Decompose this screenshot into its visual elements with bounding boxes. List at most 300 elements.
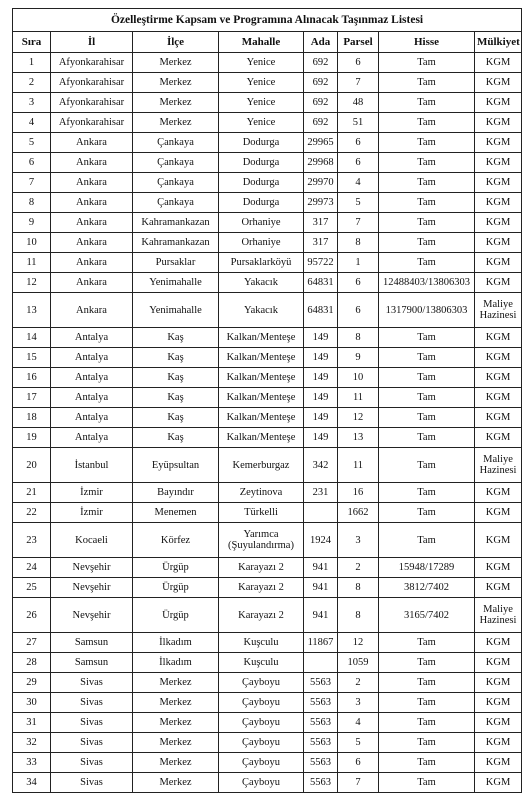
cell-sira: 31 xyxy=(13,713,51,733)
table-row xyxy=(13,253,522,273)
cell-il: Afyonkarahisar xyxy=(51,113,133,133)
cell-mahalle: Orhaniye xyxy=(219,233,304,253)
header-ilce: İlçe xyxy=(133,32,219,53)
cell-ada: 941 xyxy=(304,578,338,598)
cell-parsel: 2 xyxy=(338,673,379,693)
cell-ilce: Körfez xyxy=(133,523,219,558)
cell-mulkiyet: KGM xyxy=(475,773,522,793)
header-mahalle: Mahalle xyxy=(219,32,304,53)
cell-sira: 6 xyxy=(13,153,51,173)
cell-parsel: 6 xyxy=(338,133,379,153)
table-row xyxy=(13,598,522,633)
cell-hisse: Tam xyxy=(379,753,475,773)
cell-il: Sivas xyxy=(51,773,133,793)
header-parsel: Parsel xyxy=(338,32,379,53)
cell-il: Sivas xyxy=(51,673,133,693)
cell-mahalle: Çayboyu xyxy=(219,753,304,773)
cell-parsel: 2 xyxy=(338,558,379,578)
cell-mahalle: Yakacık xyxy=(219,293,304,328)
cell-mahalle: Çayboyu xyxy=(219,713,304,733)
table-row xyxy=(13,173,522,193)
cell-mahalle: Yarımca (Şuyulandırma) xyxy=(219,523,304,558)
cell-sira: 32 xyxy=(13,733,51,753)
cell-hisse: Tam xyxy=(379,213,475,233)
cell-ilce: Merkez xyxy=(133,713,219,733)
header-il: İl xyxy=(51,32,133,53)
cell-mulkiyet: KGM xyxy=(475,713,522,733)
cell-mahalle: Kemerburgaz xyxy=(219,448,304,483)
table-row xyxy=(13,273,522,293)
cell-hisse: Tam xyxy=(379,653,475,673)
cell-mahalle: Karayazı 2 xyxy=(219,578,304,598)
cell-il: Antalya xyxy=(51,388,133,408)
cell-ada: 317 xyxy=(304,213,338,233)
cell-parsel: 6 xyxy=(338,753,379,773)
cell-mulkiyet: Maliye Hazinesi xyxy=(475,293,522,328)
cell-ilce: Merkez xyxy=(133,53,219,73)
cell-ada: 5563 xyxy=(304,673,338,693)
cell-parsel: 13 xyxy=(338,428,379,448)
cell-mulkiyet: KGM xyxy=(475,93,522,113)
cell-mahalle: Yenice xyxy=(219,53,304,73)
cell-mahalle: Dodurga xyxy=(219,153,304,173)
cell-mulkiyet: KGM xyxy=(475,578,522,598)
cell-mulkiyet: KGM xyxy=(475,673,522,693)
cell-ilce: Kaş xyxy=(133,368,219,388)
cell-il: Ankara xyxy=(51,273,133,293)
cell-mahalle: Karayazı 2 xyxy=(219,598,304,633)
cell-mulkiyet: KGM xyxy=(475,428,522,448)
cell-ilce: Kaş xyxy=(133,328,219,348)
cell-hisse: Tam xyxy=(379,633,475,653)
cell-hisse: Tam xyxy=(379,388,475,408)
cell-mahalle: Kalkan/Menteşe xyxy=(219,408,304,428)
cell-parsel: 3 xyxy=(338,523,379,558)
cell-ilce: Kahramankazan xyxy=(133,213,219,233)
cell-hisse: Tam xyxy=(379,253,475,273)
cell-parsel: 8 xyxy=(338,233,379,253)
cell-sira: 25 xyxy=(13,578,51,598)
header-sira: Sıra xyxy=(13,32,51,53)
cell-sira: 2 xyxy=(13,73,51,93)
cell-mahalle: Türkelli xyxy=(219,503,304,523)
cell-ada: 149 xyxy=(304,388,338,408)
cell-hisse: Tam xyxy=(379,73,475,93)
cell-il: İstanbul xyxy=(51,448,133,483)
cell-ada: 941 xyxy=(304,558,338,578)
cell-ilce: Ürgüp xyxy=(133,558,219,578)
cell-parsel: 7 xyxy=(338,73,379,93)
cell-ada: 342 xyxy=(304,448,338,483)
cell-mulkiyet: KGM xyxy=(475,558,522,578)
cell-ilce: Yenimahalle xyxy=(133,293,219,328)
table-title: Özelleştirme Kapsam ve Programına Alınacak Taşınmaz Listesi xyxy=(13,9,522,32)
cell-sira: 23 xyxy=(13,523,51,558)
cell-ilce: Merkez xyxy=(133,733,219,753)
cell-il: Afyonkarahisar xyxy=(51,73,133,93)
cell-sira: 20 xyxy=(13,448,51,483)
cell-hisse: 3812/7402 xyxy=(379,578,475,598)
cell-mulkiyet: KGM xyxy=(475,753,522,773)
cell-mahalle: Kalkan/Menteşe xyxy=(219,348,304,368)
cell-parsel: 7 xyxy=(338,213,379,233)
cell-ilce: Merkez xyxy=(133,73,219,93)
cell-ada: 29968 xyxy=(304,153,338,173)
cell-ilce: Menemen xyxy=(133,503,219,523)
cell-hisse: Tam xyxy=(379,693,475,713)
cell-sira: 33 xyxy=(13,753,51,773)
cell-mulkiyet: KGM xyxy=(475,388,522,408)
header-row xyxy=(13,32,522,53)
cell-parsel: 48 xyxy=(338,93,379,113)
cell-parsel: 1662 xyxy=(338,503,379,523)
cell-sira: 15 xyxy=(13,348,51,368)
cell-il: Nevşehir xyxy=(51,578,133,598)
cell-ada: 29970 xyxy=(304,173,338,193)
cell-ada xyxy=(304,503,338,523)
cell-il: Nevşehir xyxy=(51,558,133,578)
cell-il: Afyonkarahisar xyxy=(51,93,133,113)
table-row xyxy=(13,483,522,503)
cell-ada: 941 xyxy=(304,598,338,633)
table-row xyxy=(13,193,522,213)
cell-hisse: 1317900/13806303 xyxy=(379,293,475,328)
cell-ilce: Yenimahalle xyxy=(133,273,219,293)
cell-parsel: 3 xyxy=(338,693,379,713)
cell-il: Ankara xyxy=(51,133,133,153)
cell-sira: 27 xyxy=(13,633,51,653)
cell-parsel: 7 xyxy=(338,773,379,793)
cell-sira: 28 xyxy=(13,653,51,673)
cell-hisse: Tam xyxy=(379,233,475,253)
cell-il: Sivas xyxy=(51,753,133,773)
cell-hisse: Tam xyxy=(379,93,475,113)
table-row xyxy=(13,753,522,773)
cell-mulkiyet: KGM xyxy=(475,173,522,193)
cell-parsel: 8 xyxy=(338,328,379,348)
cell-hisse: Tam xyxy=(379,408,475,428)
cell-ilce: Kaş xyxy=(133,348,219,368)
cell-mulkiyet: KGM xyxy=(475,133,522,153)
cell-sira: 16 xyxy=(13,368,51,388)
table-row xyxy=(13,503,522,523)
cell-il: Ankara xyxy=(51,253,133,273)
cell-hisse: Tam xyxy=(379,173,475,193)
cell-parsel: 16 xyxy=(338,483,379,503)
cell-ada: 149 xyxy=(304,428,338,448)
table-row xyxy=(13,213,522,233)
cell-hisse: Tam xyxy=(379,113,475,133)
table-row xyxy=(13,523,522,558)
cell-mulkiyet: KGM xyxy=(475,368,522,388)
cell-sira: 7 xyxy=(13,173,51,193)
cell-sira: 14 xyxy=(13,328,51,348)
cell-sira: 34 xyxy=(13,773,51,793)
cell-il: Antalya xyxy=(51,428,133,448)
table-row xyxy=(13,673,522,693)
cell-ada: 64831 xyxy=(304,293,338,328)
cell-mahalle: Kalkan/Menteşe xyxy=(219,368,304,388)
cell-parsel: 1 xyxy=(338,253,379,273)
table-row xyxy=(13,113,522,133)
cell-mulkiyet: KGM xyxy=(475,253,522,273)
cell-sira: 3 xyxy=(13,93,51,113)
cell-ada: 5563 xyxy=(304,753,338,773)
cell-ilce: Bayındır xyxy=(133,483,219,503)
cell-ada: 231 xyxy=(304,483,338,503)
cell-mulkiyet: KGM xyxy=(475,328,522,348)
cell-il: Sivas xyxy=(51,693,133,713)
cell-ilce: Çankaya xyxy=(133,133,219,153)
cell-il: Nevşehir xyxy=(51,598,133,633)
cell-il: Antalya xyxy=(51,368,133,388)
cell-hisse: Tam xyxy=(379,713,475,733)
cell-ada: 149 xyxy=(304,368,338,388)
cell-hisse: Tam xyxy=(379,428,475,448)
cell-hisse: Tam xyxy=(379,368,475,388)
cell-parsel: 10 xyxy=(338,368,379,388)
cell-parsel: 6 xyxy=(338,273,379,293)
cell-mahalle: Kuşculu xyxy=(219,653,304,673)
cell-il: Samsun xyxy=(51,653,133,673)
document-page xyxy=(12,8,520,793)
cell-ada: 692 xyxy=(304,113,338,133)
cell-il: Sivas xyxy=(51,713,133,733)
cell-mulkiyet: KGM xyxy=(475,633,522,653)
cell-parsel: 6 xyxy=(338,53,379,73)
cell-ilce: Çankaya xyxy=(133,173,219,193)
table-row xyxy=(13,713,522,733)
property-table xyxy=(12,8,522,793)
cell-ilce: Merkez xyxy=(133,753,219,773)
cell-ilce: Merkez xyxy=(133,673,219,693)
cell-mahalle: Çayboyu xyxy=(219,673,304,693)
table-row xyxy=(13,368,522,388)
cell-sira: 17 xyxy=(13,388,51,408)
cell-hisse: Tam xyxy=(379,348,475,368)
cell-sira: 29 xyxy=(13,673,51,693)
cell-mulkiyet: KGM xyxy=(475,273,522,293)
cell-mulkiyet: Maliye Hazinesi xyxy=(475,598,522,633)
cell-ada: 5563 xyxy=(304,773,338,793)
header-hisse: Hisse xyxy=(379,32,475,53)
cell-mulkiyet: KGM xyxy=(475,733,522,753)
table-row xyxy=(13,133,522,153)
cell-mahalle: Orhaniye xyxy=(219,213,304,233)
cell-sira: 22 xyxy=(13,503,51,523)
cell-hisse: Tam xyxy=(379,503,475,523)
cell-ada: 5563 xyxy=(304,713,338,733)
cell-ada: 149 xyxy=(304,408,338,428)
cell-ada: 95722 xyxy=(304,253,338,273)
cell-mulkiyet: KGM xyxy=(475,233,522,253)
cell-il: Sivas xyxy=(51,733,133,753)
cell-hisse: 15948/17289 xyxy=(379,558,475,578)
cell-mulkiyet: KGM xyxy=(475,113,522,133)
cell-mahalle: Yenice xyxy=(219,93,304,113)
cell-parsel: 5 xyxy=(338,193,379,213)
cell-hisse: Tam xyxy=(379,153,475,173)
cell-ilce: Kahramankazan xyxy=(133,233,219,253)
cell-ada: 692 xyxy=(304,53,338,73)
cell-ilce: Eyüpsultan xyxy=(133,448,219,483)
cell-il: Ankara xyxy=(51,293,133,328)
cell-mahalle: Kalkan/Menteşe xyxy=(219,388,304,408)
cell-hisse: Tam xyxy=(379,328,475,348)
cell-mahalle: Dodurga xyxy=(219,173,304,193)
cell-ada: 317 xyxy=(304,233,338,253)
cell-sira: 1 xyxy=(13,53,51,73)
cell-ada: 5563 xyxy=(304,693,338,713)
cell-ilce: Çankaya xyxy=(133,153,219,173)
table-row xyxy=(13,348,522,368)
cell-hisse: Tam xyxy=(379,448,475,483)
cell-hisse: Tam xyxy=(379,483,475,503)
cell-parsel: 12 xyxy=(338,408,379,428)
cell-sira: 9 xyxy=(13,213,51,233)
table-row xyxy=(13,633,522,653)
cell-parsel: 8 xyxy=(338,598,379,633)
cell-hisse: Tam xyxy=(379,53,475,73)
cell-mahalle: Dodurga xyxy=(219,193,304,213)
cell-sira: 21 xyxy=(13,483,51,503)
cell-parsel: 4 xyxy=(338,713,379,733)
cell-ada: 64831 xyxy=(304,273,338,293)
cell-ada: 29965 xyxy=(304,133,338,153)
table-row xyxy=(13,233,522,253)
cell-sira: 11 xyxy=(13,253,51,273)
cell-ada: 29973 xyxy=(304,193,338,213)
cell-il: Antalya xyxy=(51,408,133,428)
table-row xyxy=(13,53,522,73)
cell-mulkiyet: Maliye Hazinesi xyxy=(475,448,522,483)
cell-parsel: 5 xyxy=(338,733,379,753)
cell-mulkiyet: KGM xyxy=(475,503,522,523)
cell-hisse: 3165/7402 xyxy=(379,598,475,633)
cell-mulkiyet: KGM xyxy=(475,213,522,233)
table-row xyxy=(13,773,522,793)
cell-il: İzmir xyxy=(51,503,133,523)
table-row xyxy=(13,328,522,348)
cell-sira: 12 xyxy=(13,273,51,293)
cell-il: Antalya xyxy=(51,348,133,368)
cell-ada: 149 xyxy=(304,348,338,368)
cell-mahalle: Çayboyu xyxy=(219,773,304,793)
cell-mulkiyet: KGM xyxy=(475,53,522,73)
cell-mahalle: Çayboyu xyxy=(219,733,304,753)
cell-il: Ankara xyxy=(51,153,133,173)
header-ada: Ada xyxy=(304,32,338,53)
cell-ada: 692 xyxy=(304,93,338,113)
cell-mahalle: Yenice xyxy=(219,73,304,93)
cell-parsel: 6 xyxy=(338,293,379,328)
cell-ilce: Merkez xyxy=(133,93,219,113)
cell-ilce: Çankaya xyxy=(133,193,219,213)
cell-mahalle: Pursaklarköyü xyxy=(219,253,304,273)
table-row xyxy=(13,448,522,483)
table-row xyxy=(13,578,522,598)
cell-mahalle: Kalkan/Menteşe xyxy=(219,428,304,448)
cell-sira: 24 xyxy=(13,558,51,578)
table-row xyxy=(13,153,522,173)
cell-il: Ankara xyxy=(51,213,133,233)
cell-ilce: Pursaklar xyxy=(133,253,219,273)
cell-sira: 26 xyxy=(13,598,51,633)
cell-ada: 11867 xyxy=(304,633,338,653)
cell-sira: 10 xyxy=(13,233,51,253)
cell-mulkiyet: KGM xyxy=(475,693,522,713)
table-row xyxy=(13,558,522,578)
cell-ilce: Merkez xyxy=(133,693,219,713)
cell-il: Ankara xyxy=(51,233,133,253)
cell-ilce: Kaş xyxy=(133,408,219,428)
cell-parsel: 9 xyxy=(338,348,379,368)
cell-mulkiyet: KGM xyxy=(475,193,522,213)
cell-il: Antalya xyxy=(51,328,133,348)
table-row xyxy=(13,653,522,673)
table-row xyxy=(13,733,522,753)
cell-sira: 19 xyxy=(13,428,51,448)
table-row xyxy=(13,428,522,448)
cell-ilce: İlkadım xyxy=(133,653,219,673)
cell-hisse: Tam xyxy=(379,773,475,793)
cell-mahalle: Kalkan/Menteşe xyxy=(219,328,304,348)
cell-parsel: 6 xyxy=(338,153,379,173)
table-row xyxy=(13,93,522,113)
cell-sira: 18 xyxy=(13,408,51,428)
cell-ilce: Ürgüp xyxy=(133,598,219,633)
cell-mulkiyet: KGM xyxy=(475,408,522,428)
cell-parsel: 4 xyxy=(338,173,379,193)
cell-ilce: Merkez xyxy=(133,113,219,133)
cell-il: Ankara xyxy=(51,193,133,213)
cell-ilce: Merkez xyxy=(133,773,219,793)
cell-ilce: İlkadım xyxy=(133,633,219,653)
cell-il: Samsun xyxy=(51,633,133,653)
cell-mahalle: Çayboyu xyxy=(219,693,304,713)
cell-parsel: 1059 xyxy=(338,653,379,673)
table-row xyxy=(13,693,522,713)
cell-sira: 13 xyxy=(13,293,51,328)
cell-mulkiyet: KGM xyxy=(475,483,522,503)
cell-il: Ankara xyxy=(51,173,133,193)
cell-mulkiyet: KGM xyxy=(475,348,522,368)
cell-mahalle: Yakacık xyxy=(219,273,304,293)
table-row xyxy=(13,73,522,93)
cell-ada: 1924 xyxy=(304,523,338,558)
cell-ilce: Ürgüp xyxy=(133,578,219,598)
cell-mahalle: Dodurga xyxy=(219,133,304,153)
cell-hisse: Tam xyxy=(379,523,475,558)
cell-mulkiyet: KGM xyxy=(475,523,522,558)
cell-mulkiyet: KGM xyxy=(475,653,522,673)
cell-parsel: 11 xyxy=(338,448,379,483)
cell-sira: 8 xyxy=(13,193,51,213)
cell-hisse: 12488403/13806303 xyxy=(379,273,475,293)
table-row xyxy=(13,293,522,328)
cell-hisse: Tam xyxy=(379,133,475,153)
cell-mahalle: Kuşculu xyxy=(219,633,304,653)
cell-parsel: 51 xyxy=(338,113,379,133)
cell-il: İzmir xyxy=(51,483,133,503)
cell-sira: 5 xyxy=(13,133,51,153)
cell-sira: 30 xyxy=(13,693,51,713)
cell-mahalle: Zeytinova xyxy=(219,483,304,503)
cell-ada: 149 xyxy=(304,328,338,348)
cell-ada: 5563 xyxy=(304,733,338,753)
cell-parsel: 12 xyxy=(338,633,379,653)
cell-parsel: 8 xyxy=(338,578,379,598)
